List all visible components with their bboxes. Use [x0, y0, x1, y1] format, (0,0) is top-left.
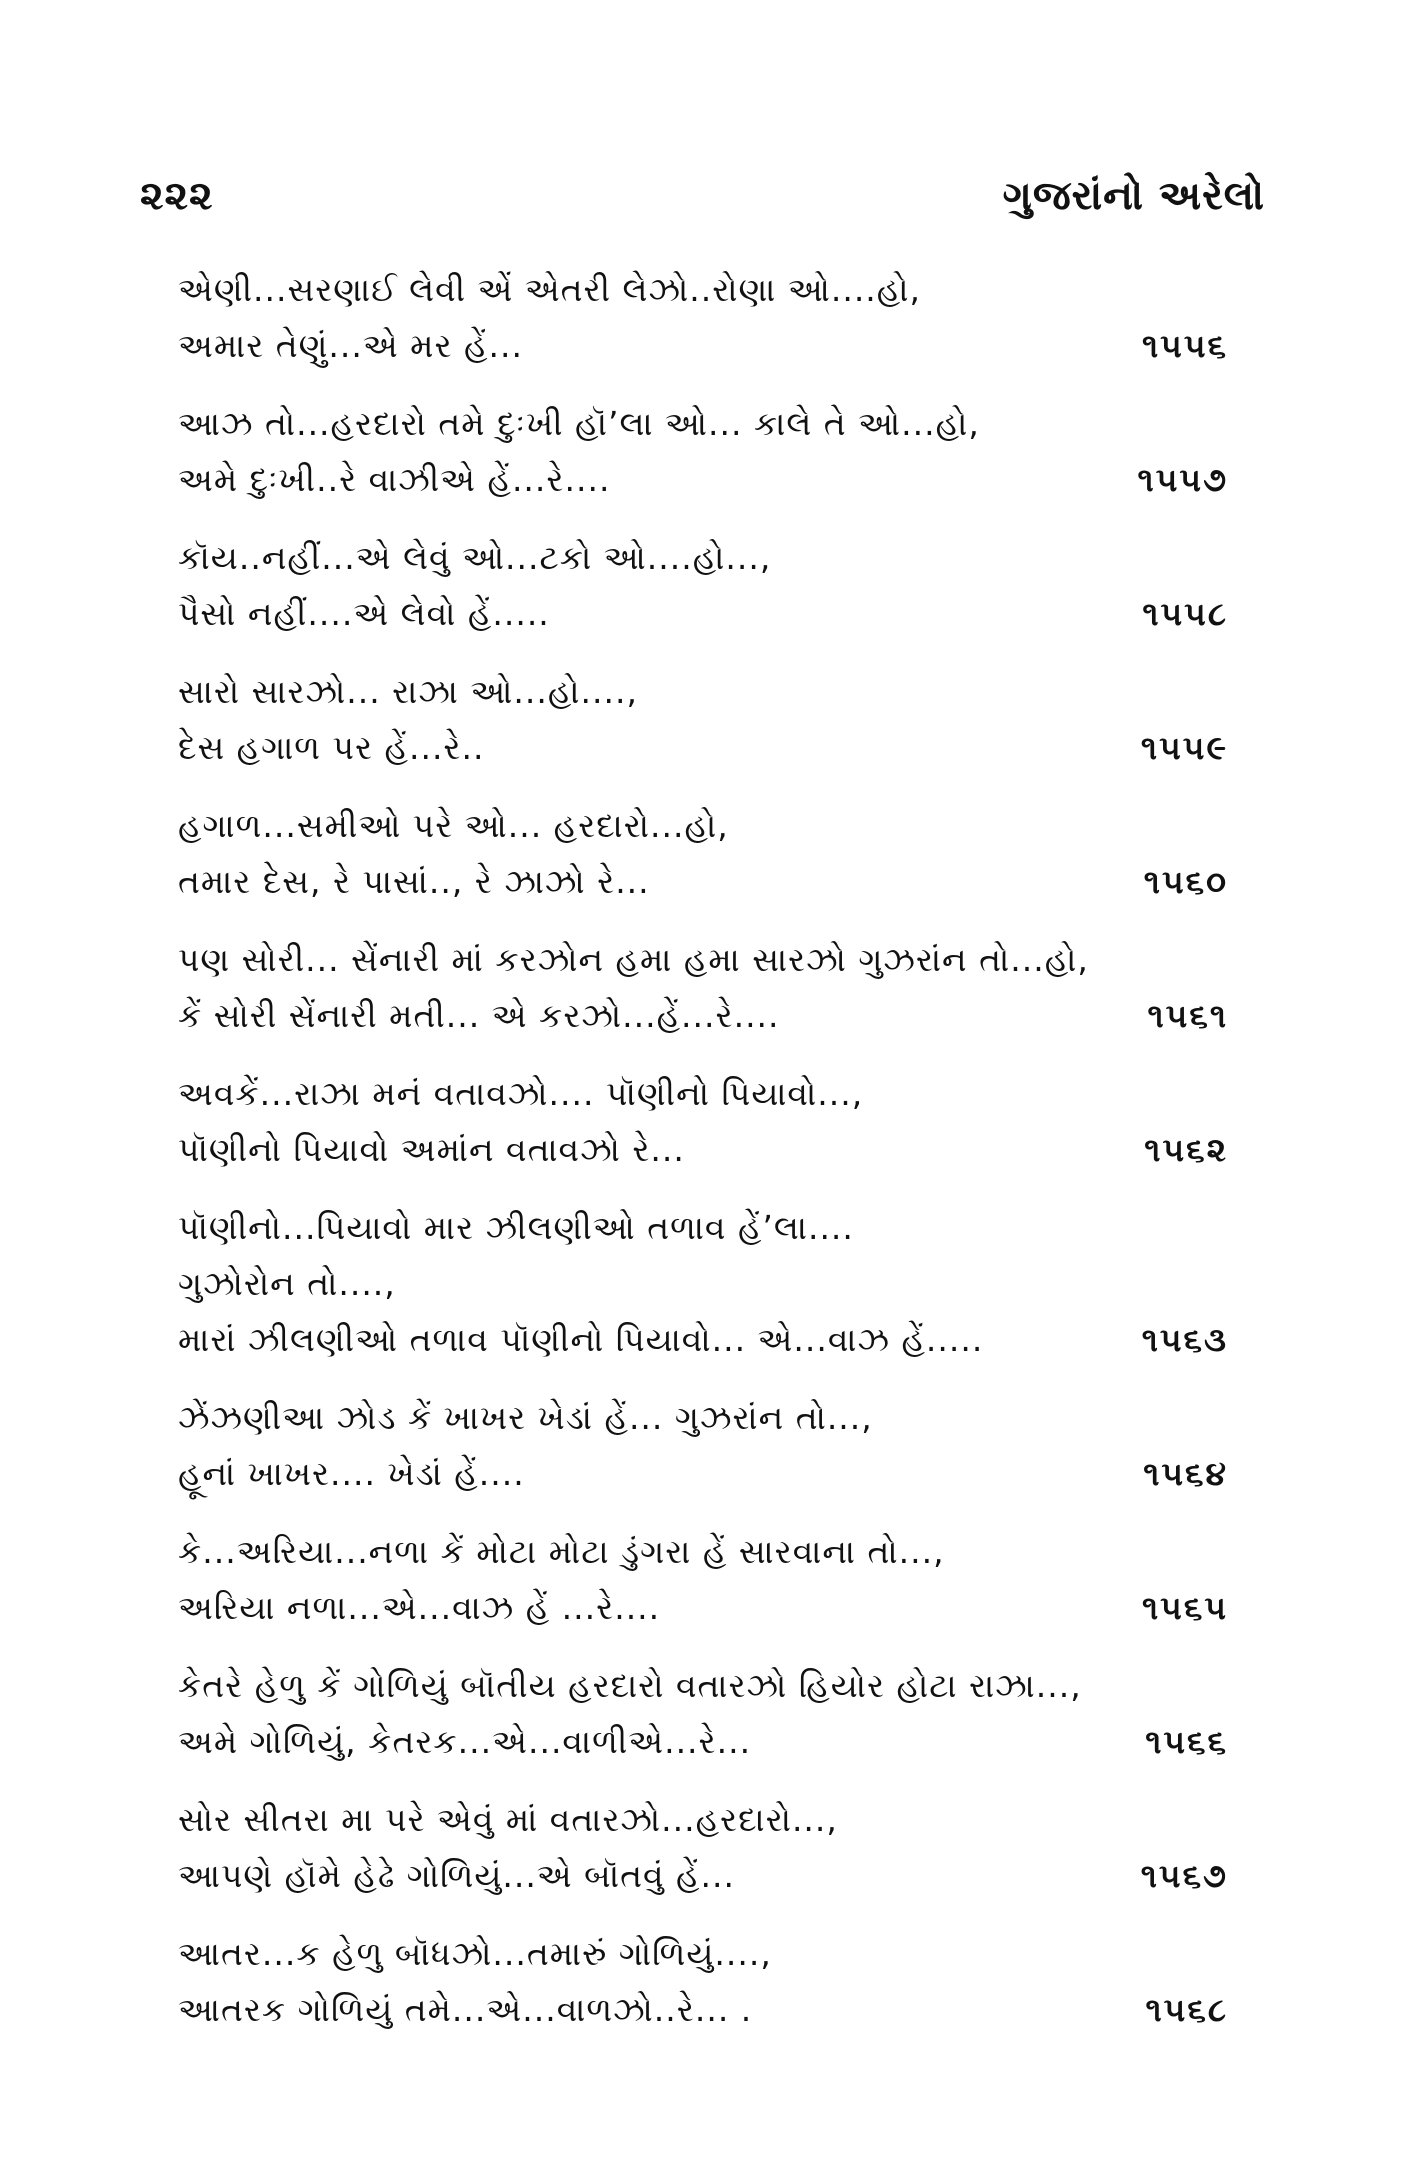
verse-number: ૧૫૬૪: [1143, 1454, 1228, 1493]
verse-stanza: [178, 664, 1228, 776]
verse-line-text: કૉય..નહીં...એ લેવું ઓ...ટકો ઓ....હો...,: [178, 538, 772, 577]
verse-line: [178, 262, 1228, 318]
verse-stanza: [178, 1792, 1228, 1904]
verse-line-text: આઝ તો...હરદારો તમે દુઃખી હૉ’લા ઓ... કાલે તે ઓ...હો,: [178, 404, 980, 443]
verse-number: ૧૫૬૭: [1140, 1856, 1228, 1895]
verse-line: [178, 1200, 1228, 1256]
verse-line: [178, 1312, 1228, 1368]
verse-line: [178, 1066, 1228, 1122]
verse-line: [178, 1390, 1228, 1446]
verse-line-text: તમાર દેસ, રે પાસાં.., રે ઝાઝો રે...: [178, 862, 650, 901]
verse-line-text: પણ સોરી... સેંનારી માં કરઝોન હમા હમા સારઝો ગુઝરાંન તો...હો,: [178, 940, 1089, 979]
verse-line-text: ગુઝોરોન તો....,: [178, 1264, 396, 1303]
verse-stanza: [178, 262, 1228, 374]
verse-line: [178, 988, 1228, 1044]
verse-line-text: પૉણીનો પિયાવો અમાંન વતાવઝો રે...: [178, 1130, 685, 1169]
verse-number: ૧૫૬૩: [1141, 1320, 1228, 1359]
verse-stanza: [178, 1524, 1228, 1636]
verse-line-text: પૈસો નહીં....એ લેવો હેં.....: [178, 594, 550, 633]
verse-stanza: [178, 396, 1228, 508]
verse-line: [178, 1926, 1228, 1982]
verse-stanza: [178, 798, 1228, 910]
verse-line: [178, 530, 1228, 586]
verse-line: [178, 720, 1228, 776]
verse-line: [178, 1524, 1228, 1580]
verse-line: [178, 798, 1228, 854]
verse-number: ૧૫૫૮: [1142, 594, 1228, 633]
verse-line-text: પૉણીનો...પિયાવો માર ઝીલણીઓ તળાવ હેં’લા....: [178, 1208, 854, 1247]
verse-line-text: હગાળ...સમીઓ પરે ઓ... હરદારો...હો,: [178, 806, 729, 845]
verse-line-text: સારો સારઝો... રાઝા ઓ...હો....,: [178, 672, 638, 711]
verse-line: [178, 932, 1228, 988]
verse-stanza: [178, 1200, 1228, 1368]
verse-line-text: આતરક ગોળિયું તમે...એ...વાળઝો..રે... .: [178, 1990, 753, 2029]
verse-number: ૧૫૬૬: [1145, 1722, 1228, 1761]
verse-number: ૧૫૬૨: [1144, 1130, 1228, 1169]
verse-number: ૧૫૬૫: [1141, 1588, 1228, 1627]
verse-line-text: આતર...ક હેળુ બૉધઝો...તમારું ગોળિયું....,: [178, 1934, 772, 1973]
verse-line: [178, 1256, 1228, 1312]
verse-line-text: અમે દુઃખી..રે વાઝીએ હેં...રે....: [178, 460, 611, 499]
verse-stanza: [178, 1926, 1228, 2038]
verse-line-text: દેસ હગાળ પર હેં...રે..: [178, 728, 485, 767]
verse-line: [178, 854, 1228, 910]
page-header: [140, 168, 1265, 224]
verse-stanza: [178, 1390, 1228, 1502]
verse-line-text: અરિયા નળા...એ...વાઝ હેં ...રે....: [178, 1588, 661, 1627]
verse-stanza: [178, 1066, 1228, 1178]
verse-number: ૧૫૬૮: [1145, 1990, 1228, 2029]
running-title: ગુજરાંનો અરેલો: [1002, 173, 1265, 219]
verse-line-text: સોર સીતરા મા પરે એવું માં વતારઝો...હરદારો...,: [178, 1800, 838, 1839]
verse-line: [178, 586, 1228, 642]
verse-line-text: હૂનાં ખાખર.... ખેડાં હેં....: [178, 1454, 525, 1493]
verse-number: ૧૫૫૬: [1141, 326, 1228, 365]
verse-number: ૧૫૬૦: [1143, 862, 1228, 901]
verse-line: [178, 1848, 1228, 1904]
verse-line: [178, 1792, 1228, 1848]
verse-number: ૧૫૫૯: [1140, 728, 1228, 767]
verse-line-text: અમાર તેણું...એ મર હેં...: [178, 326, 523, 365]
verse-number: ૧૫૫૭: [1137, 460, 1228, 499]
verse-line-text: ઝેંઝણીઆ ઝોડ કેં ખાખર ખેડાં હેં... ગુઝરાંન તો...,: [178, 1398, 873, 1437]
verse-line: [178, 452, 1228, 508]
verse-line-text: કે...અરિયા...નળા કેં મોટા મોટા ડુંગરા હેં સારવાના તો...,: [178, 1532, 945, 1571]
verse-line: [178, 1982, 1228, 2038]
verse-line: [178, 1658, 1228, 1714]
verse-line-text: એણી...સરણાઈ લેવી એં એતરી લેઝો..રોણા ઓ....હો,: [178, 270, 921, 309]
verse-line-text: આપણે હૉમે હેઢે ગોળિયું...એ બૉતવું હેં...: [178, 1856, 735, 1895]
verse-stanza: [178, 1658, 1228, 1770]
verse-line: [178, 1446, 1228, 1502]
verse-line-text: અમે ગોળિયું, કેતરક...એ...વાળીએ...રે...: [178, 1722, 752, 1761]
verse-line-text: મારાં ઝીલણીઓ તળાવ પૉણીનો પિયાવો... એ...વાઝ હેં.....: [178, 1320, 984, 1359]
verse-list: [178, 262, 1228, 2060]
verse-stanza: [178, 530, 1228, 642]
verse-line: [178, 318, 1228, 374]
verse-number: ૧૫૬૧: [1147, 996, 1228, 1035]
verse-line: [178, 664, 1228, 720]
verse-stanza: [178, 932, 1228, 1044]
verse-line: [178, 396, 1228, 452]
page-number: ૨૨૨: [140, 173, 214, 219]
verse-line: [178, 1714, 1228, 1770]
verse-line: [178, 1122, 1228, 1178]
verse-line-text: કેં સોરી સેંનારી મતી... એ કરઝો...હેં...રે....: [178, 996, 780, 1035]
verse-line: [178, 1580, 1228, 1636]
verse-line-text: અવકેં...રાઝા મનં વતાવઝો.... પૉણીનો પિયાવો...,: [178, 1074, 864, 1113]
verse-line-text: કેતરે હેળુ કેં ગોળિયું બૉતીય હરદારો વતારઝો હિયોર હોટા રાઝા...,: [178, 1666, 1082, 1705]
